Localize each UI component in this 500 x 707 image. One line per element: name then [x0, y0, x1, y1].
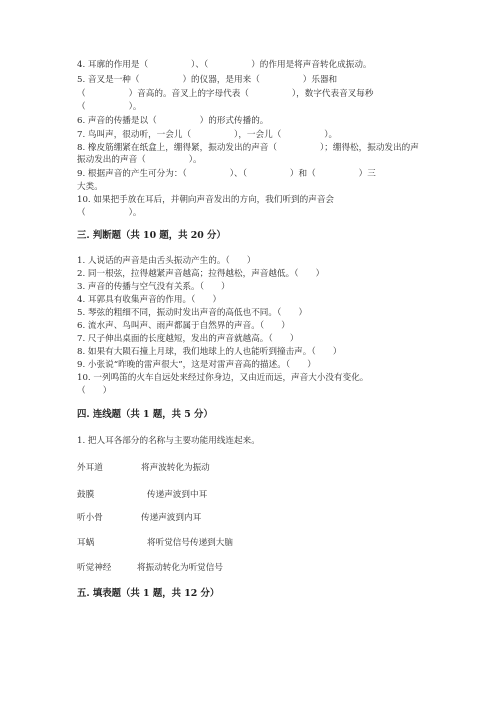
tf-item-7: 7. 尺子伸出桌面的长度越短，发出的声音就越高。（ ）	[77, 334, 299, 344]
section-3-title: 三. 判断题（共 10 题，共 20 分）	[77, 230, 226, 241]
fill-blank-4: 4. 耳廓的作用是（ ）、（ ）的作用是将声音转化成振动。	[77, 60, 372, 70]
match-right-1: 将声波转化为振动	[141, 463, 210, 473]
fill-blank-10-cont: （ ）。	[77, 208, 142, 218]
tf-item-6: 6. 流水声、鸟叫声、雨声都属于自然界的声音。（ ）	[77, 321, 290, 331]
tf-item-10: 10. 一列鸣笛的火车自远处来经过你身边，又由近而远，声音大小没有变化。	[77, 373, 369, 383]
tf-item-1: 1. 人说话的声音是由舌头振动产生的。（ ）	[77, 256, 256, 266]
fill-blank-8: 8. 橡皮筋绷紧在纸盒上，绷得紧，振动发出的声音（ ）；绷得松，振动发出的声	[77, 143, 419, 153]
match-left-1: 外耳道	[77, 463, 103, 473]
tf-item-10-cont: （ ）	[77, 386, 112, 396]
fill-blank-8-cont: 振动发出的声音（ ）。	[77, 155, 202, 165]
tf-item-8: 8. 如果有大陨石撞上月球，我们地球上的人也能听到撞击声。（ ）	[77, 347, 342, 357]
matching-question: 1. 把人耳各部分的名称与主要功能用线连起来。	[77, 436, 260, 446]
section-5-title: 五. 填表题（共 1 题，共 12 分）	[77, 588, 220, 599]
tf-item-3: 3. 声音的传播与空气没有关系。（ ）	[77, 282, 230, 292]
match-left-2: 鼓膜	[77, 490, 95, 500]
tf-item-9: 9. 小张说“昨晚的雷声很大”，这是对雷声音高的描述。（ ）	[77, 360, 316, 370]
fill-blank-6: 6. 声音的传播是以（ ）的形式传播的。	[77, 116, 269, 126]
tf-item-5: 5. 琴弦的粗细不同，振动时发出声音的高低也不同。（ ）	[77, 308, 308, 318]
fill-blank-10: 10. 如果把手放在耳后，并朝向声音发出的方向，我们听到的声音会	[77, 195, 335, 205]
match-left-3: 听小骨	[77, 513, 103, 523]
match-left-5: 听觉神经	[77, 563, 112, 573]
tf-item-4: 4. 耳郭具有收集声音的作用。（ ）	[77, 295, 222, 305]
match-right-3: 传递声波到内耳	[141, 513, 202, 523]
tf-item-2: 2. 同一根弦，拉得越紧声音越高；拉得越松，声音越低。（ ）	[77, 269, 325, 279]
fill-blank-9-cont: 大类。	[77, 182, 103, 192]
match-right-4: 将听觉信号传递到大脑	[147, 538, 233, 548]
fill-blank-5: 5. 音叉是一种（ ）的仪器，是用来（ ）乐器和	[77, 75, 338, 85]
match-right-5: 将振动转化为听觉信号	[137, 563, 223, 573]
fill-blank-7: 7. 鸟叫声，很动听，一会儿（ ），一会儿（ ）。	[77, 130, 338, 140]
match-right-2: 传递声波到中耳	[147, 490, 208, 500]
fill-blank-5-cont2: （ ）。	[77, 102, 142, 112]
section-4-title: 四. 连线题（共 1 题，共 5 分）	[77, 409, 213, 420]
fill-blank-9: 9. 根据声音的产生可分为：（ ）、（ ）和（ ）三	[77, 169, 376, 179]
match-left-4: 耳蜗	[77, 538, 95, 548]
fill-blank-5-cont: （ ）音高的。音叉上的字母代表（ ），数字代表音叉每秒	[77, 89, 374, 99]
